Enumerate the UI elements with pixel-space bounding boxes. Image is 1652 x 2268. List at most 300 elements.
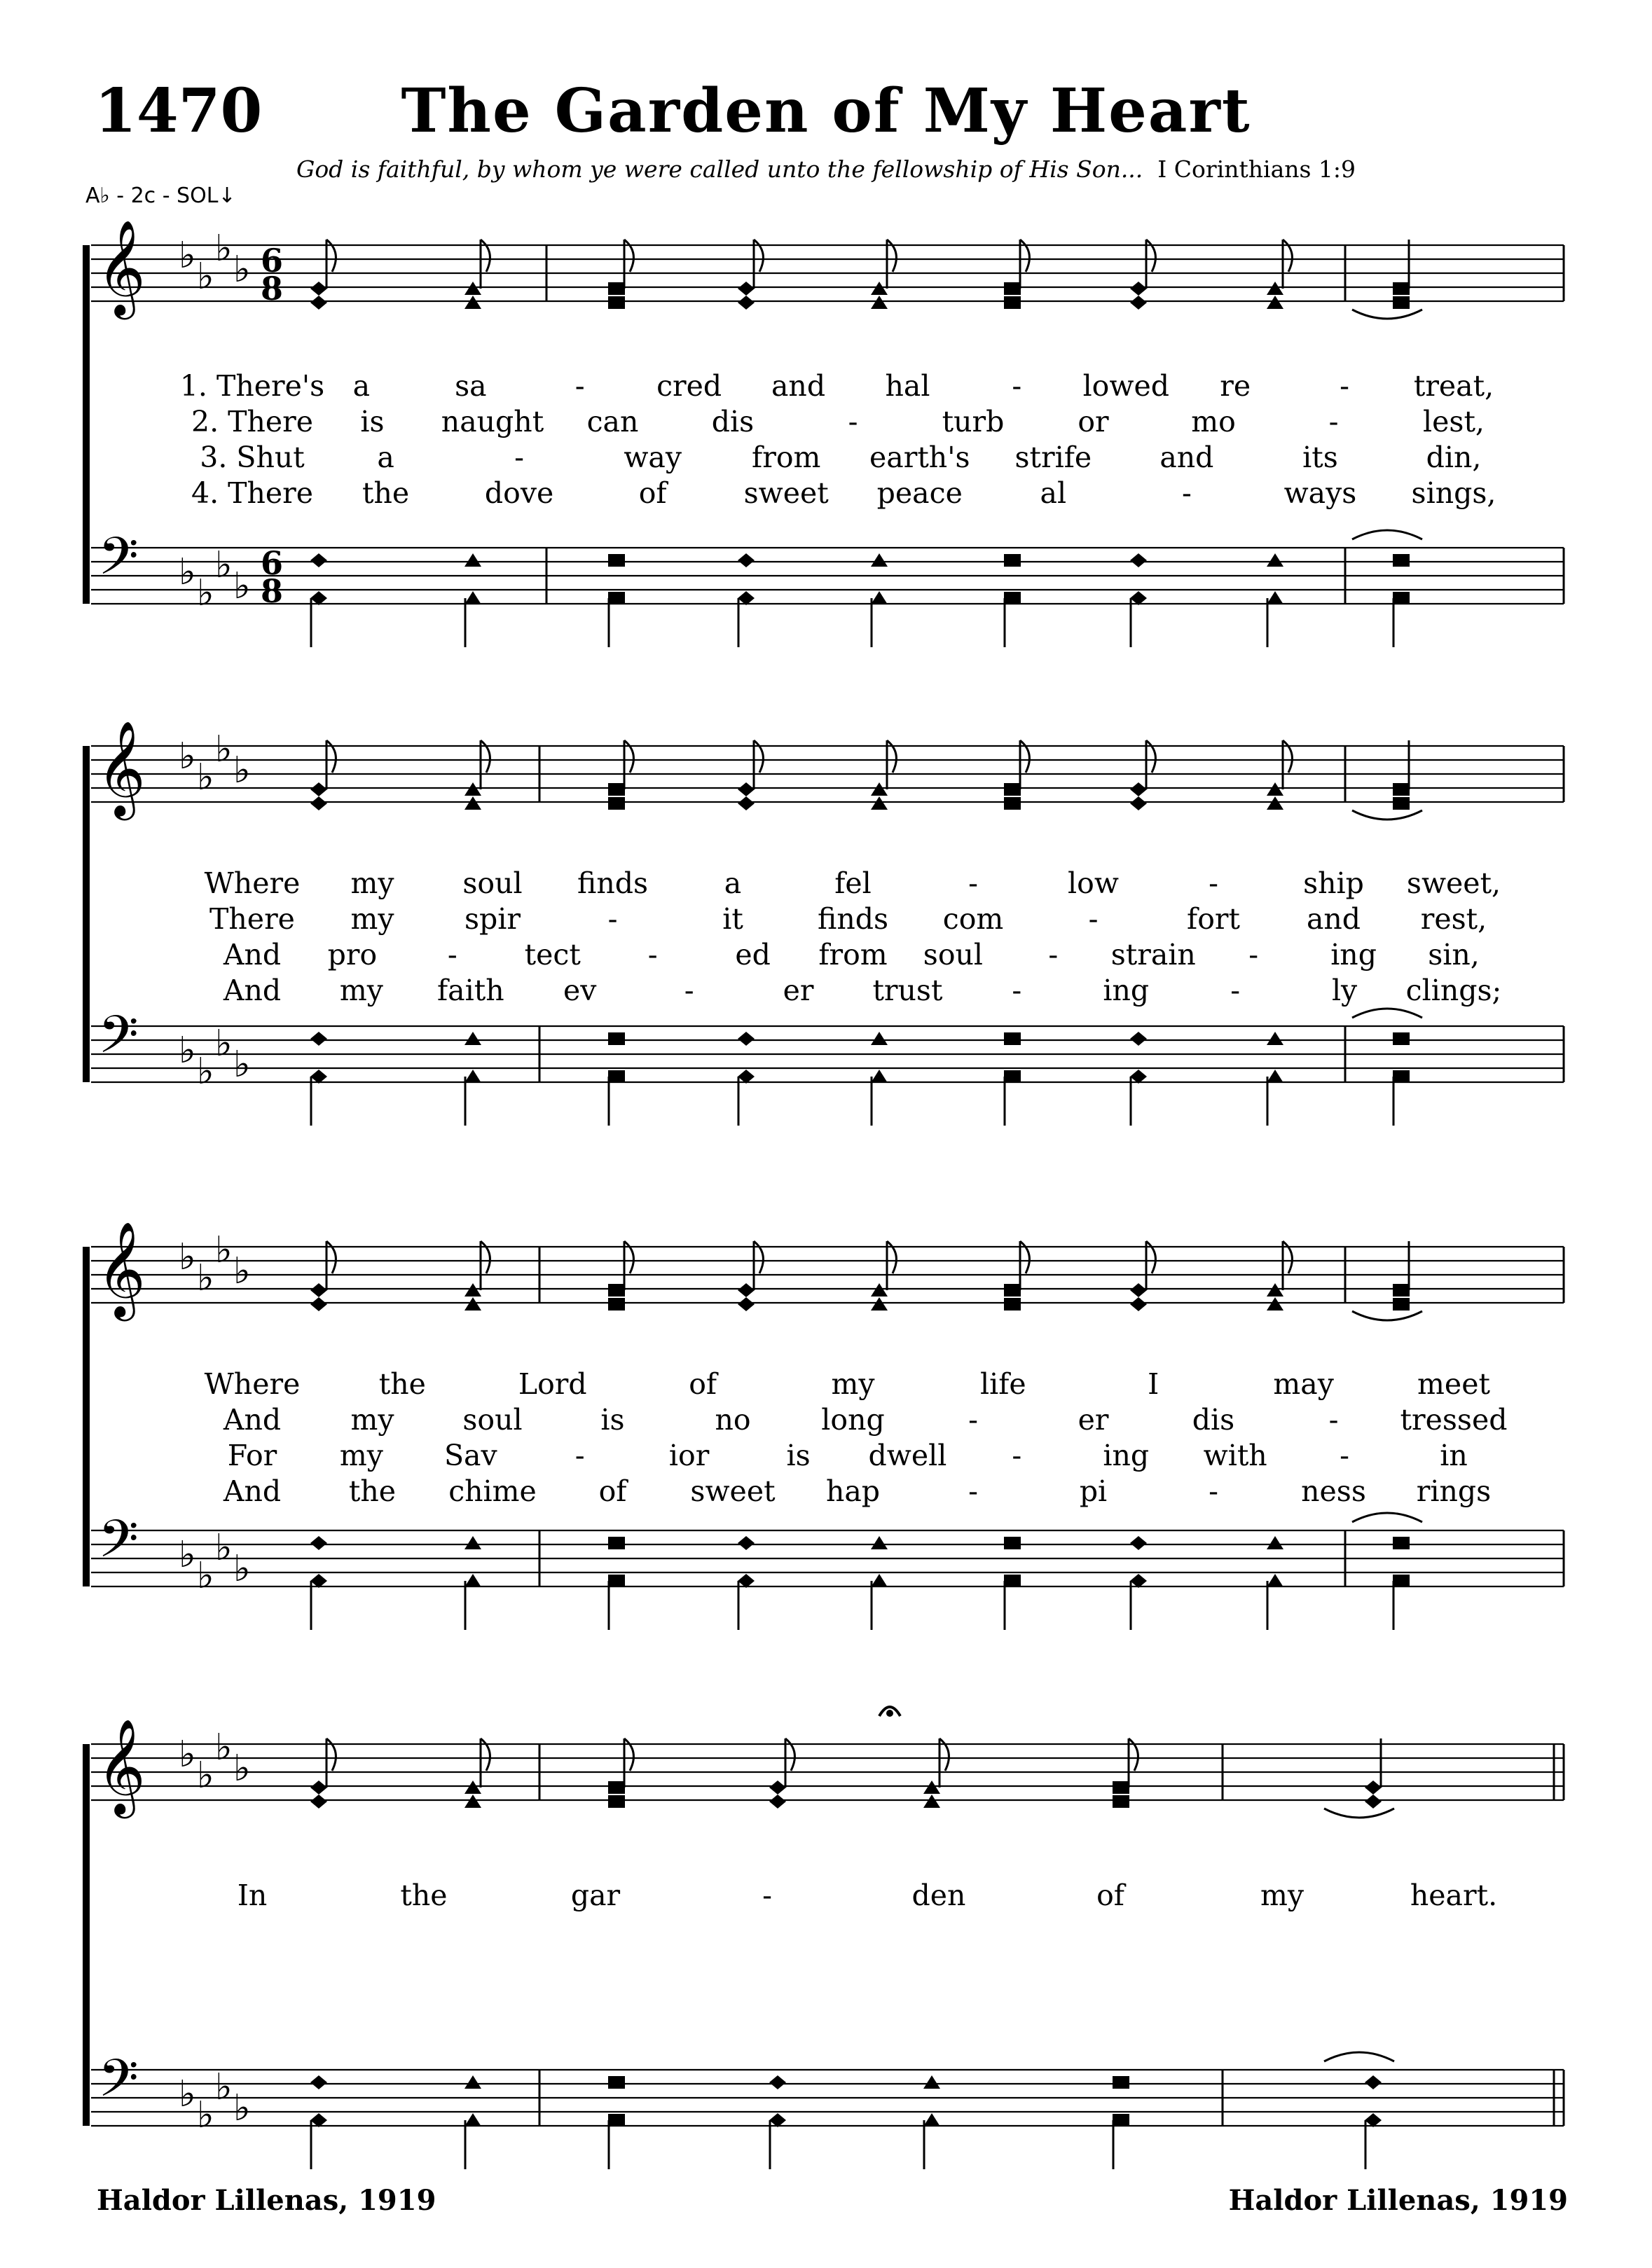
lyric-syllable: re <box>1220 369 1251 403</box>
lyric-syllable: And <box>223 974 282 1007</box>
lyric-syllable: of <box>1096 1879 1124 1912</box>
lyric-syllable: my <box>339 1439 383 1472</box>
lyric-syllable: finds <box>577 866 649 900</box>
treble-clef: 𝄞 <box>97 719 146 816</box>
hymn-number: 1470 <box>95 76 263 146</box>
flat-sign: ♭ <box>179 735 196 777</box>
lyric-syllable: - <box>968 1474 978 1508</box>
flat-sign: ♭ <box>215 728 233 770</box>
lyric-syllable: - <box>684 974 694 1007</box>
system-bracket <box>83 1744 90 2126</box>
time-signature-top: 6 <box>260 242 284 279</box>
flat-sign: ♭ <box>215 228 233 270</box>
note-head <box>1004 296 1021 309</box>
lyric-syllable: the <box>378 1367 426 1401</box>
note-head <box>310 296 327 310</box>
flat-sign: ♭ <box>233 1548 251 1590</box>
treble-clef: 𝄞 <box>97 1220 146 1317</box>
bass-clef: 𝄢 <box>98 2048 139 2122</box>
flat-sign: ♭ <box>215 2066 233 2108</box>
lyric-syllable: - <box>968 866 978 900</box>
lyric-syllable: din, <box>1426 441 1482 474</box>
tie <box>1352 530 1422 539</box>
note-head <box>464 282 481 295</box>
note-head <box>608 1298 625 1311</box>
lyric-syllable: sweet <box>690 1474 776 1508</box>
note-head <box>1365 1795 1382 1809</box>
lyric-syllable: er <box>1078 1403 1109 1437</box>
note-head <box>608 797 625 810</box>
note-head <box>871 553 888 567</box>
lyric-syllable: chime <box>448 1474 537 1508</box>
lyric-syllable: the <box>348 1474 397 1508</box>
flat-sign: ♭ <box>197 2094 214 2136</box>
note-head <box>310 553 327 567</box>
note-head <box>1004 1537 1021 1549</box>
time-signature-bottom: 8 <box>260 572 284 610</box>
flat-sign: ♭ <box>215 1527 233 1569</box>
note-head <box>1113 2114 1129 2127</box>
lyric-syllable: faith <box>437 974 504 1007</box>
lyric-syllable: - <box>1209 1474 1218 1508</box>
lyric-syllable: - <box>1012 1439 1022 1472</box>
lyric-syllable: my <box>339 974 383 1007</box>
lyric-syllable: soul <box>462 866 523 900</box>
lyric-syllable: tressed <box>1400 1403 1508 1437</box>
note-head <box>608 1575 625 1587</box>
lyric-syllable: a <box>377 441 394 474</box>
lyric-syllable: and <box>1306 902 1361 936</box>
note-head <box>1267 296 1283 309</box>
fermata-dot <box>886 1710 893 1717</box>
note-head <box>1267 553 1283 567</box>
note-head <box>608 1284 625 1297</box>
lyric-syllable: finds <box>817 902 889 936</box>
note-head <box>923 2075 940 2089</box>
lyric-syllable: my <box>1260 1879 1305 1912</box>
lyric-syllable: And <box>223 1403 282 1437</box>
lyric-syllable: ship <box>1303 866 1364 900</box>
flat-sign: ♭ <box>215 544 233 586</box>
flat-sign: ♭ <box>233 1748 251 1790</box>
note-head <box>1267 1574 1283 1587</box>
lyric-syllable: - <box>647 938 658 971</box>
lyric-syllable: - <box>1181 476 1192 510</box>
note-head <box>1365 2075 1382 2089</box>
tie <box>1324 2052 1394 2061</box>
hymn-title: The Garden of My Heart <box>401 76 1251 146</box>
lyric-syllable: ways <box>1283 476 1357 510</box>
note-head <box>871 591 888 604</box>
note-head <box>608 554 625 567</box>
lyric-syllable: er <box>783 974 814 1007</box>
lyric-syllable: And <box>223 1474 282 1508</box>
lyric-syllable: strain <box>1110 938 1196 971</box>
note-head <box>1393 592 1410 604</box>
note-head <box>1130 1032 1147 1046</box>
note-head <box>1130 796 1147 810</box>
lyric-syllable: ing <box>1103 1439 1150 1472</box>
lyric-syllable: dwell <box>868 1439 947 1472</box>
lyric-syllable: - <box>1088 902 1099 936</box>
lyric-syllable: gar <box>570 1879 621 1912</box>
flat-sign: ♭ <box>233 749 251 791</box>
scripture-text: God is faithful, by whom ye were called unto the fellowship of His Son... <box>296 155 1143 183</box>
note-head <box>464 782 481 796</box>
lyric-syllable: - <box>1328 1403 1339 1437</box>
flat-sign: ♭ <box>197 1051 214 1093</box>
note-head <box>464 1032 481 1045</box>
note-head <box>1393 797 1410 810</box>
flat-sign: ♭ <box>179 1534 196 1576</box>
note-head <box>1393 1575 1410 1587</box>
note-head <box>871 1070 888 1083</box>
note-head <box>1267 1032 1283 1045</box>
lyric-syllable: is <box>600 1403 625 1437</box>
note-head <box>738 782 755 796</box>
note-head <box>1004 1575 1021 1587</box>
note-head <box>871 1574 888 1587</box>
lyric-syllable: with <box>1203 1439 1267 1472</box>
lyric-syllable: - <box>1209 866 1218 900</box>
note-head <box>738 282 755 296</box>
lyric-syllable: earth's <box>869 441 970 474</box>
note-head <box>923 2113 940 2127</box>
note-head <box>464 591 481 604</box>
note-head <box>1393 783 1410 796</box>
lyric-syllable: And <box>223 938 282 971</box>
lyric-syllable: com <box>942 902 1004 936</box>
lyric-syllable: ior <box>668 1439 710 1472</box>
lyric-syllable: - <box>1340 1439 1350 1472</box>
lyric-syllable: - <box>514 441 525 474</box>
note-head <box>738 1032 755 1046</box>
flat-sign: ♭ <box>197 572 214 614</box>
lyric-syllable: ed <box>735 938 771 971</box>
lyric-syllable: can <box>586 405 639 438</box>
lyric-syllable: soul <box>923 938 984 971</box>
note-head <box>871 1283 888 1297</box>
note-head <box>1004 797 1021 810</box>
note-head <box>464 2113 481 2127</box>
lyric-syllable: long <box>821 1403 885 1437</box>
note-head <box>1393 1537 1410 1549</box>
key-info: A♭ - 2c - SOL↓ <box>85 184 236 208</box>
lyric-syllable: cred <box>656 369 722 403</box>
lyric-syllable: it <box>722 902 743 936</box>
note-head <box>1393 554 1410 567</box>
lyric-syllable: - <box>1248 938 1259 971</box>
lyric-syllable: - <box>1230 974 1241 1007</box>
note-head <box>1004 1298 1021 1311</box>
lyric-syllable: sa <box>455 369 487 403</box>
flat-sign: ♭ <box>215 1727 233 1769</box>
note-head <box>608 1537 625 1549</box>
lyric-syllable: fel <box>834 866 872 900</box>
lyric-syllable: my <box>350 866 394 900</box>
lyric-syllable: from <box>818 938 888 971</box>
lyric-syllable: - <box>848 405 858 438</box>
note-head <box>1267 1536 1283 1549</box>
lyric-syllable: pi <box>1079 1474 1108 1508</box>
lyric-syllable: - <box>762 1879 772 1912</box>
lyric-syllable: peace <box>876 476 963 510</box>
lyric-syllable: - <box>607 902 618 936</box>
note-head <box>1267 782 1283 796</box>
treble-clef: 𝄞 <box>97 1717 146 1814</box>
note-head <box>608 282 625 295</box>
lyric-syllable: Sav <box>443 1439 497 1472</box>
note-head <box>1004 592 1021 604</box>
lyric-syllable: - <box>968 1403 978 1437</box>
note-head <box>1393 282 1410 295</box>
note-head <box>464 296 481 309</box>
lyric-syllable: For <box>227 1439 277 1472</box>
note-head <box>464 553 481 567</box>
note-head <box>1267 1283 1283 1297</box>
lyric-syllable: way <box>624 441 682 474</box>
note-head <box>871 782 888 796</box>
flat-sign: ♭ <box>215 1023 233 1065</box>
flat-sign: ♭ <box>233 1044 251 1086</box>
lyric-syllable: hap <box>825 1474 881 1508</box>
flat-sign: ♭ <box>197 1755 214 1797</box>
note-head <box>608 783 625 796</box>
lyric-syllable: my <box>350 902 394 936</box>
time-signature-top: 6 <box>260 544 284 582</box>
lyric-syllable: is <box>786 1439 811 1472</box>
note-head <box>310 1297 327 1311</box>
lyric-syllable: dis <box>1192 1403 1235 1437</box>
note-head <box>1130 1536 1147 1550</box>
lyric-syllable: - <box>1012 974 1022 1007</box>
lyric-syllable: - <box>574 369 585 403</box>
lyric-syllable: - <box>1328 405 1339 438</box>
lyric-syllable: - <box>1012 369 1022 403</box>
lyric-syllable: I <box>1148 1367 1159 1401</box>
flat-sign: ♭ <box>179 1734 196 1776</box>
note-head <box>310 1795 327 1809</box>
note-head <box>310 1283 327 1297</box>
note-head <box>608 1070 625 1083</box>
lyric-syllable: clings; <box>1405 974 1502 1007</box>
lyric-syllable: 3. Shut <box>200 441 305 474</box>
note-head <box>1267 591 1283 604</box>
note-head <box>608 296 625 309</box>
lyric-syllable: There <box>209 902 295 936</box>
note-head <box>738 796 755 810</box>
lyric-syllable: no <box>715 1403 751 1437</box>
note-head <box>871 1032 888 1045</box>
note-head <box>1113 1795 1129 1808</box>
lyric-syllable: Lord <box>518 1367 587 1401</box>
lyric-syllable: tect <box>524 938 581 971</box>
lyric-syllable: strife <box>1014 441 1092 474</box>
system-bracket <box>83 1247 90 1586</box>
lyric-syllable: my <box>350 1403 394 1437</box>
note-head <box>608 1032 625 1045</box>
lyric-syllable: life <box>980 1367 1026 1401</box>
note-head <box>1393 296 1410 309</box>
lyric-syllable: and <box>771 369 826 403</box>
time-signature-bottom: 8 <box>260 270 284 307</box>
lyric-syllable: - <box>574 1439 585 1472</box>
lyric-syllable: 4. There <box>191 476 314 510</box>
note-head <box>1004 1032 1021 1045</box>
note-head <box>1113 2076 1129 2089</box>
note-head <box>1130 1283 1147 1297</box>
lyric-syllable: of <box>689 1367 717 1401</box>
note-head <box>608 2114 625 2127</box>
note-head <box>1393 1032 1410 1045</box>
credit-right: Haldor Lillenas, 1919 <box>1228 2184 1568 2217</box>
note-head <box>464 1297 481 1311</box>
note-head <box>769 1780 786 1795</box>
tie <box>1352 1513 1422 1522</box>
lyric-syllable: the <box>362 476 410 510</box>
flat-sign: ♭ <box>179 2073 196 2115</box>
note-head <box>310 796 327 810</box>
note-head <box>1004 282 1021 295</box>
lyric-syllable: den <box>911 1879 966 1912</box>
flat-sign: ♭ <box>233 1250 251 1292</box>
note-head <box>871 282 888 295</box>
lyric-syllable: in <box>1440 1439 1468 1472</box>
flat-sign: ♭ <box>179 551 196 593</box>
lyric-syllable: sweet <box>743 476 829 510</box>
flat-sign: ♭ <box>197 1257 214 1299</box>
note-head <box>1130 553 1147 567</box>
flat-sign: ♭ <box>197 756 214 798</box>
lyric-syllable: the <box>400 1879 448 1912</box>
lyric-syllable: low <box>1068 866 1119 900</box>
lyric-syllable: al <box>1040 476 1067 510</box>
note-head <box>1393 1284 1410 1297</box>
tie <box>1352 1009 1422 1018</box>
lyric-syllable: a <box>352 369 371 403</box>
note-head <box>310 1536 327 1550</box>
note-head <box>608 2076 625 2089</box>
note-head <box>1393 1070 1410 1083</box>
lyric-syllable: or <box>1078 405 1109 438</box>
system-bracket <box>83 746 90 1082</box>
lyric-syllable: of <box>638 476 667 510</box>
note-head <box>464 1780 481 1794</box>
bass-clef: 𝄢 <box>98 1004 139 1078</box>
lyric-syllable: ev <box>563 974 597 1007</box>
lyric-syllable: Where <box>204 866 301 900</box>
lyric-syllable: pro <box>327 938 378 971</box>
lyric-syllable: dove <box>484 476 554 510</box>
lyric-syllable: ness <box>1301 1474 1366 1508</box>
bass-clef: 𝄢 <box>98 1509 139 1582</box>
note-head <box>1393 1298 1410 1311</box>
note-head <box>1267 1297 1283 1311</box>
lyric-syllable: hal <box>885 369 930 403</box>
flat-sign: ♭ <box>233 249 251 291</box>
lyric-syllable: dis <box>711 405 755 438</box>
lyric-syllable: - <box>1340 369 1350 403</box>
lyric-syllable: ly <box>1331 974 1358 1007</box>
tie <box>1324 1809 1394 1818</box>
lyric-syllable: my <box>831 1367 875 1401</box>
bass-clef: 𝄢 <box>98 526 139 600</box>
note-head <box>738 1297 755 1311</box>
lyric-syllable: lest, <box>1423 405 1485 438</box>
note-head <box>871 1536 888 1549</box>
lyric-syllable: 1. There's <box>179 369 325 403</box>
note-head <box>1113 1781 1129 1794</box>
lyric-syllable: rest, <box>1420 902 1487 936</box>
lyric-syllable: is <box>360 405 385 438</box>
lyric-syllable: ing <box>1330 938 1377 971</box>
lyric-syllable: may <box>1273 1367 1334 1401</box>
lyric-syllable: 2. There <box>191 405 314 438</box>
note-head <box>1004 554 1021 567</box>
note-head <box>738 553 755 567</box>
tie <box>1352 310 1422 319</box>
lyric-syllable: fort <box>1187 902 1240 936</box>
note-head <box>1267 1070 1283 1083</box>
lyric-syllable: soul <box>462 1403 523 1437</box>
flat-sign: ♭ <box>179 235 196 277</box>
lyric-syllable: lowed <box>1082 369 1169 403</box>
system-bracket <box>83 245 90 604</box>
note-head <box>923 1780 940 1794</box>
lyric-syllable: In <box>237 1879 268 1912</box>
note-head <box>464 1283 481 1297</box>
note-head <box>310 2075 327 2089</box>
note-head <box>769 1795 786 1809</box>
lyric-syllable: sweet, <box>1406 866 1501 900</box>
lyric-syllable: meet <box>1417 1367 1490 1401</box>
note-head <box>1004 1284 1021 1297</box>
lyric-syllable: rings <box>1416 1474 1492 1508</box>
lyric-syllable: trust <box>872 974 943 1007</box>
lyric-syllable: sings, <box>1411 476 1496 510</box>
lyric-syllable: turb <box>942 405 1005 438</box>
credit-left: Haldor Lillenas, 1919 <box>97 2184 436 2217</box>
lyric-syllable: and <box>1159 441 1214 474</box>
lyric-syllable: ing <box>1103 974 1150 1007</box>
note-head <box>738 1536 755 1550</box>
lyric-syllable: of <box>598 1474 627 1508</box>
lyric-syllable: - <box>1048 938 1059 971</box>
lyric-syllable: - <box>447 938 457 971</box>
lyric-syllable: Where <box>204 1367 301 1401</box>
flat-sign: ♭ <box>215 1229 233 1271</box>
lyric-syllable: naught <box>441 405 544 438</box>
note-head <box>464 1070 481 1083</box>
flat-sign: ♭ <box>197 256 214 298</box>
note-head <box>738 296 755 310</box>
tie <box>1352 810 1422 820</box>
lyric-syllable: mo <box>1191 405 1236 438</box>
note-head <box>310 782 327 796</box>
note-head <box>310 1032 327 1046</box>
note-head <box>1130 782 1147 796</box>
flat-sign: ♭ <box>233 2087 251 2129</box>
note-head <box>310 282 327 296</box>
note-head <box>464 1536 481 1549</box>
note-head <box>1267 282 1283 295</box>
note-head <box>1365 1780 1382 1795</box>
tie <box>1352 1311 1422 1320</box>
lyric-syllable: heart. <box>1410 1879 1498 1912</box>
note-head <box>1267 796 1283 810</box>
note-head <box>464 796 481 810</box>
note-head <box>1130 282 1147 296</box>
